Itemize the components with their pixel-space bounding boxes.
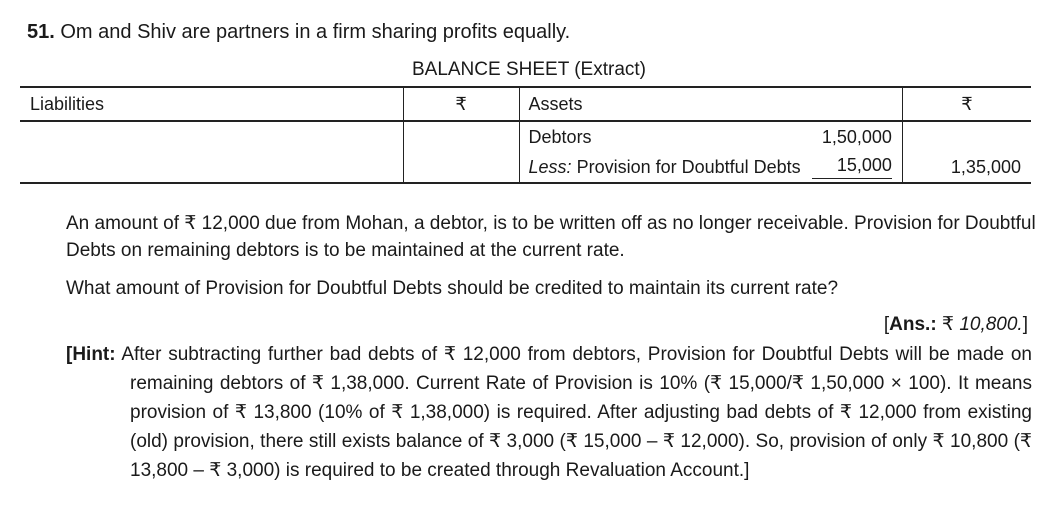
question-text: Om and Shiv are partners in a firm sharing profits equally. [60,21,571,43]
hint-label: [Hint: [66,344,116,365]
net-debtors-value: 1,35,000 [902,121,1031,183]
answer-close-bracket: ] [1022,314,1028,335]
header-assets: Assets [519,87,902,121]
provision-label: Provision for Doubtful Debts [576,156,801,177]
answer-currency: ₹ [936,314,960,335]
provision-value: 15,000 [812,155,892,179]
problem-question: What amount of Provision for Doubtful Debts should be credited to maintain its current rate? [66,278,839,299]
debtors-line [529,122,902,152]
answer-open-bracket: [ [883,314,890,335]
assets-cell [519,121,902,183]
header-liabilities-amount: ₹ [403,87,519,121]
debtors-value: 1,50,000 [821,126,892,147]
balance-sheet-table [20,86,1031,184]
answer-label: Ans.: [889,314,937,335]
hint-text: After subtracting further bad debts of ₹ 12,000 from debtors, Provision for Doubtful Debts will be made on remaining debtors of ₹ 1,38,000. Current Rate of Provision is 10% (₹ 15,000/₹ 1,50,000 × 100). It means provision of ₹ 13,800 (10% of ₹ 1,38,000) is required. After adjusting bad debts of ₹ 12,000 from existing (old) provision, there still exists balance of ₹ 3,000 (₹ 15,000 – ₹ 12,000). So, provision of only ₹ 10,800 (₹ 13,800 – ₹ 3,000) is required to be created through Revaluation Account.] [121,344,1032,481]
balance-sheet-title: BALANCE SHEET (Extract) [411,59,647,80]
question-number: 51. [27,21,55,43]
problem-paragraph: An amount of ₹ 12,000 due from Mohan, a debtor, is to be written off as no longer receivable. Provision for Doubtful Debts on remaining debtors is to be maintained at the current rate. [66,213,1036,261]
liabilities-amount-cell [403,121,519,183]
question-heading [27,20,570,44]
header-liabilities: Liabilities [20,87,403,121]
debtors-label: Debtors [528,126,592,147]
table-row [20,121,1031,183]
table-header-row [20,87,1031,121]
provision-line [529,152,902,182]
header-assets-amount: ₹ [902,87,1031,121]
answer-value: 10,800. [959,314,1023,335]
less-label: Less: [528,156,572,177]
answer [884,311,1028,338]
hint-block [66,340,1032,485]
liabilities-cell [20,121,403,183]
